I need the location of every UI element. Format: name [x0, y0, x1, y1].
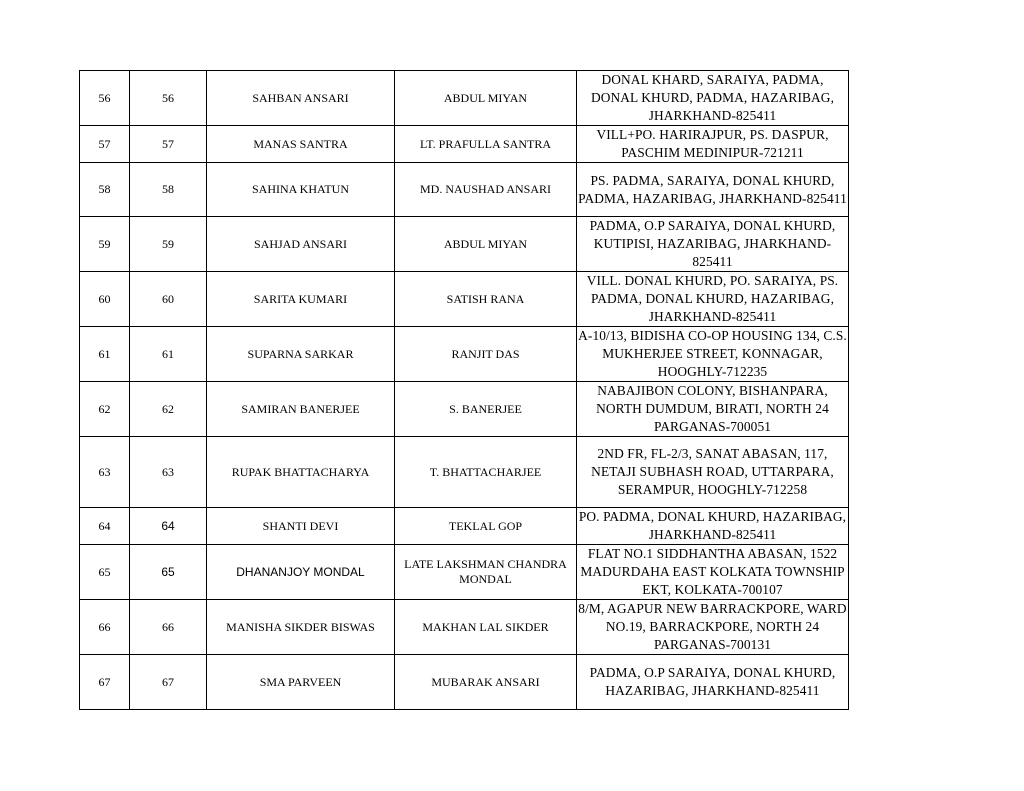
father-name-cell: RANJIT DAS: [395, 327, 577, 382]
address-cell: PS. PADMA, SARAIYA, DONAL KHURD, PADMA, HAZARIBAG, JHARKHAND-825411: [577, 163, 849, 217]
number-cell: 61: [130, 327, 207, 382]
number-cell: 66: [130, 600, 207, 655]
father-name-cell: ABDUL MIYAN: [395, 217, 577, 272]
name-cell: MANISHA SIKDER BISWAS: [207, 600, 395, 655]
serial-cell: 59: [80, 217, 130, 272]
table-row: [80, 655, 849, 710]
table-row: [80, 71, 849, 126]
table-row: [80, 217, 849, 272]
address-cell: FLAT NO.1 SIDDHANTHA ABASAN, 1522 MADURDAHA EAST KOLKATA TOWNSHIP EKT, KOLKATA-700107: [577, 545, 849, 600]
table-row: [80, 327, 849, 382]
name-cell: SUPARNA SARKAR: [207, 327, 395, 382]
serial-cell: 57: [80, 126, 130, 163]
address-cell: A-10/13, BIDISHA CO-OP HOUSING 134, C.S. MUKHERJEE STREET, KONNAGAR, HOOGHLY-712235: [577, 327, 849, 382]
serial-cell: 60: [80, 272, 130, 327]
address-cell: 8/M, AGAPUR NEW BARRACKPORE, WARD NO.19, BARRACKPORE, NORTH 24 PARGANAS-700131: [577, 600, 849, 655]
father-name-cell: LT. PRAFULLA SANTRA: [395, 126, 577, 163]
table-row: [80, 508, 849, 545]
name-cell: RUPAK BHATTACHARYA: [207, 437, 395, 508]
number-cell: 58: [130, 163, 207, 217]
table-row: [80, 126, 849, 163]
address-cell: NABAJIBON COLONY, BISHANPARA, NORTH DUMDUM, BIRATI, NORTH 24 PARGANAS-700051: [577, 382, 849, 437]
name-cell: SAHJAD ANSARI: [207, 217, 395, 272]
father-name-cell: T. BHATTACHARJEE: [395, 437, 577, 508]
address-cell: DONAL KHARD, SARAIYA, PADMA, DONAL KHURD, PADMA, HAZARIBAG, JHARKHAND-825411: [577, 71, 849, 126]
address-cell: VILL. DONAL KHURD, PO. SARAIYA, PS. PADMA, DONAL KHURD, HAZARIBAG, JHARKHAND-825411: [577, 272, 849, 327]
number-cell: 59: [130, 217, 207, 272]
name-cell: DHANANJOY MONDAL: [207, 545, 395, 600]
address-cell: VILL+PO. HARIRAJPUR, PS. DASPUR, PASCHIM MEDINIPUR-721211: [577, 126, 849, 163]
father-name-cell: ABDUL MIYAN: [395, 71, 577, 126]
number-cell: 57: [130, 126, 207, 163]
address-cell: 2ND FR, FL-2/3, SANAT ABASAN, 117, NETAJI SUBHASH ROAD, UTTARPARA, SERAMPUR, HOOGHLY-712258: [577, 437, 849, 508]
name-cell: SARITA KUMARI: [207, 272, 395, 327]
name-cell: SMA PARVEEN: [207, 655, 395, 710]
serial-cell: 64: [80, 508, 130, 545]
address-cell: PO. PADMA, DONAL KHURD, HAZARIBAG, JHARKHAND-825411: [577, 508, 849, 545]
table-row: [80, 600, 849, 655]
father-name-cell: TEKLAL GOP: [395, 508, 577, 545]
father-name-cell: SATISH RANA: [395, 272, 577, 327]
number-cell: 56: [130, 71, 207, 126]
number-cell: 62: [130, 382, 207, 437]
table-row: [80, 163, 849, 217]
number-cell: 63: [130, 437, 207, 508]
name-cell: SAHINA KHATUN: [207, 163, 395, 217]
father-name-cell: MD. NAUSHAD ANSARI: [395, 163, 577, 217]
name-cell: SAHBAN ANSARI: [207, 71, 395, 126]
father-name-cell: MAKHAN LAL SIKDER: [395, 600, 577, 655]
records-table: [79, 70, 849, 710]
number-cell: 60: [130, 272, 207, 327]
name-cell: MANAS SANTRA: [207, 126, 395, 163]
serial-cell: 63: [80, 437, 130, 508]
serial-cell: 62: [80, 382, 130, 437]
serial-cell: 66: [80, 600, 130, 655]
address-cell: PADMA, O.P SARAIYA, DONAL KHURD, HAZARIBAG, JHARKHAND-825411: [577, 655, 849, 710]
father-name-cell: LATE LAKSHMAN CHANDRA MONDAL: [395, 545, 577, 600]
table-row: [80, 437, 849, 508]
serial-cell: 67: [80, 655, 130, 710]
father-name-cell: S. BANERJEE: [395, 382, 577, 437]
serial-cell: 56: [80, 71, 130, 126]
serial-cell: 58: [80, 163, 130, 217]
document-page: [79, 70, 848, 710]
table-row: [80, 272, 849, 327]
table-row: [80, 545, 849, 600]
serial-cell: 61: [80, 327, 130, 382]
address-cell: PADMA, O.P SARAIYA, DONAL KHURD, KUTIPISI, HAZARIBAG, JHARKHAND-825411: [577, 217, 849, 272]
table-row: [80, 382, 849, 437]
name-cell: SAMIRAN BANERJEE: [207, 382, 395, 437]
number-cell: 67: [130, 655, 207, 710]
serial-cell: 65: [80, 545, 130, 600]
number-cell: 65: [130, 545, 207, 600]
name-cell: SHANTI DEVI: [207, 508, 395, 545]
father-name-cell: MUBARAK ANSARI: [395, 655, 577, 710]
number-cell: 64: [130, 508, 207, 545]
